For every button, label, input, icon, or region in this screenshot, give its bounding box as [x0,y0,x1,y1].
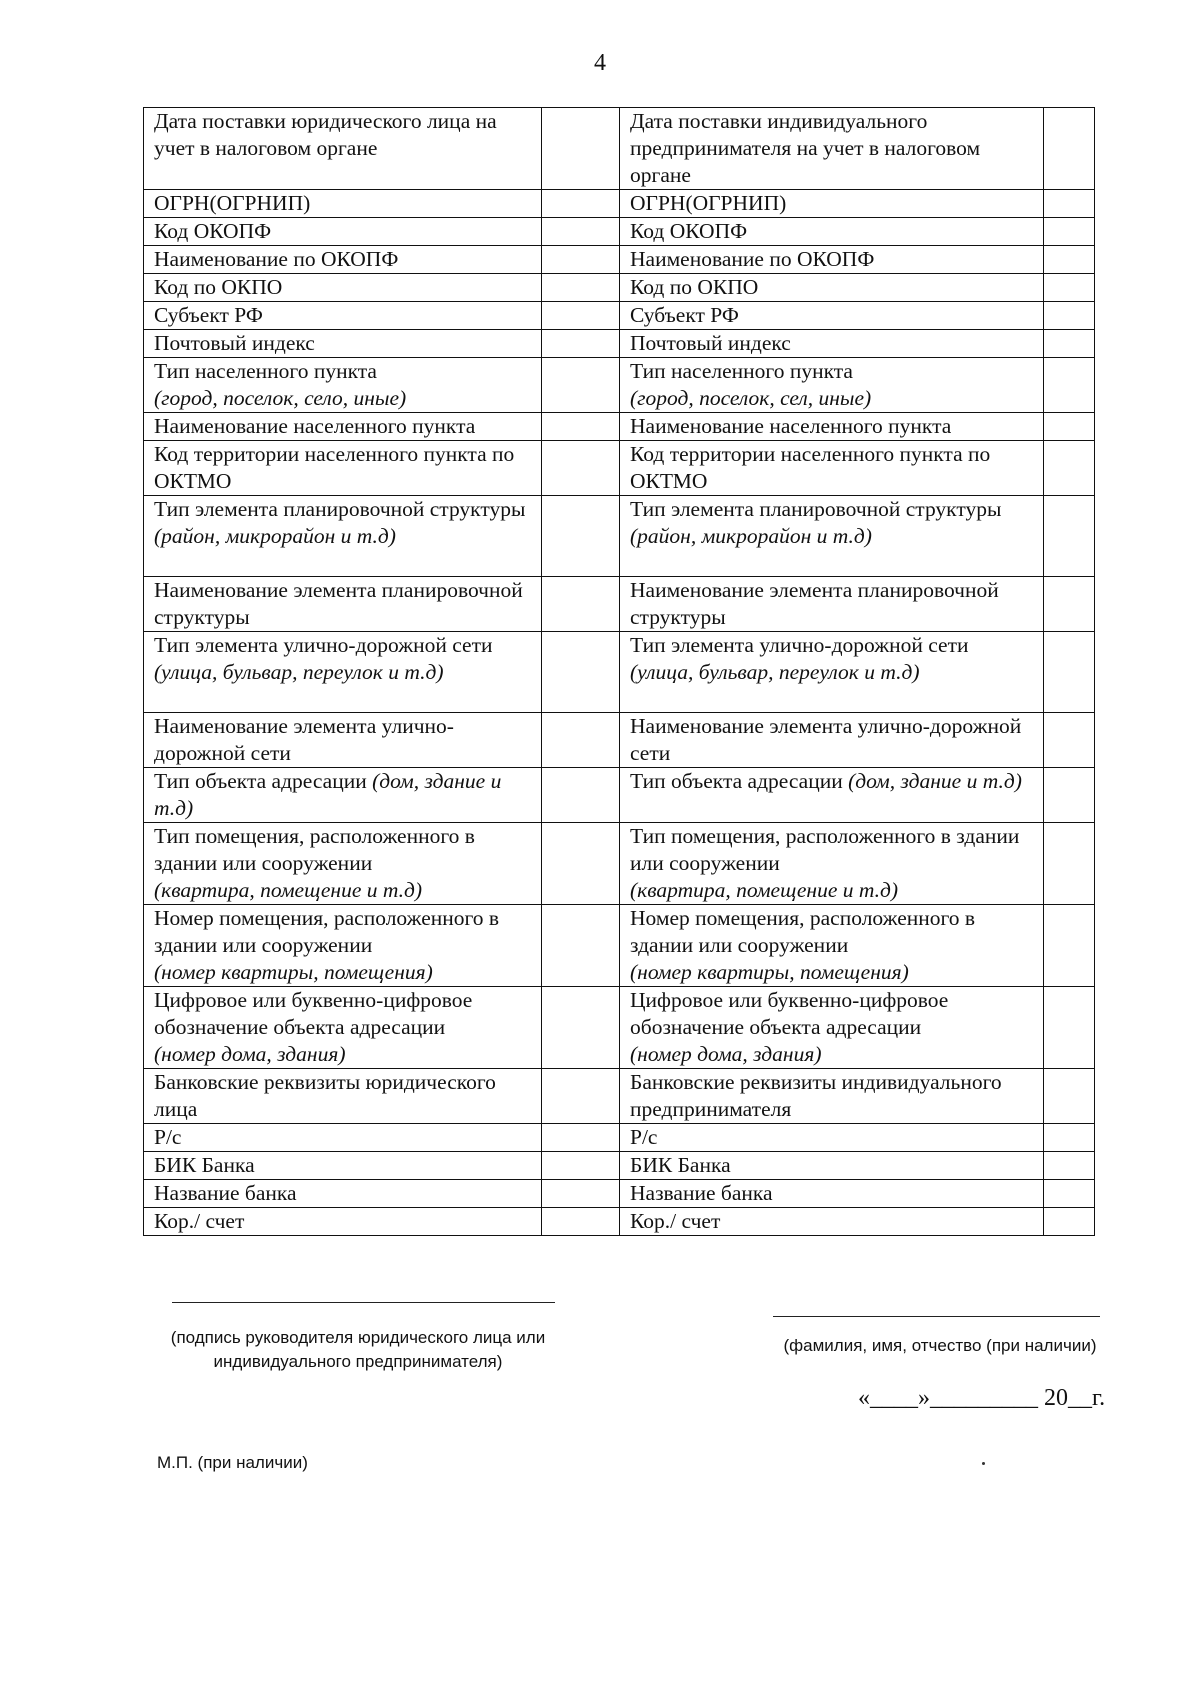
field-label-entrepreneur [620,218,1044,246]
field-hint: (номер квартиры, помещения) [154,960,433,984]
field-label-text: Код территории населенного пункта по ОКТМО [630,442,991,493]
form-row [144,905,1095,987]
field-label-text: Кор./ счет [154,1209,245,1233]
field-label-entrepreneur [620,1180,1044,1208]
field-label-entrepreneur [620,190,1044,218]
entrepreneur-value-cell[interactable] [1044,1180,1095,1208]
field-label-legal [144,713,542,768]
field-hint: (город, поселок, сел, иные) [630,386,872,410]
field-label-text: Название банка [154,1181,297,1205]
field-label-text: Наименование по ОКОПФ [154,247,399,271]
form-row [144,330,1095,358]
field-label-entrepreneur [620,108,1044,190]
field-label-text: Тип элемента планировочной структуры [154,497,526,521]
field-label-text: Р/с [154,1125,182,1149]
field-label-entrepreneur [620,246,1044,274]
legal-value-cell[interactable] [542,274,620,302]
entrepreneur-value-cell[interactable] [1044,358,1095,413]
field-label-text: БИК Банка [154,1153,255,1177]
entrepreneur-value-cell[interactable] [1044,713,1095,768]
entrepreneur-value-cell[interactable] [1044,274,1095,302]
entrepreneur-value-cell[interactable] [1044,302,1095,330]
field-label-entrepreneur [620,441,1044,496]
form-row [144,218,1095,246]
entrepreneur-value-cell[interactable] [1044,768,1095,823]
field-label-text: Тип помещения, расположенного в здании или сооружении [630,824,1020,875]
form-row [144,768,1095,823]
field-label-text: ОГРН(ОГРНИП) [154,191,311,215]
form-row [144,987,1095,1069]
entrepreneur-value-cell[interactable] [1044,246,1095,274]
field-label-text: Тип элемента улично-дорожной сети [630,633,969,657]
legal-value-cell[interactable] [542,496,620,577]
field-label-legal [144,1069,542,1124]
form-row [144,274,1095,302]
field-label-entrepreneur [620,1152,1044,1180]
legal-value-cell[interactable] [542,1124,620,1152]
entrepreneur-value-cell[interactable] [1044,496,1095,577]
form-row [144,577,1095,632]
field-label-entrepreneur [620,1124,1044,1152]
field-label-text: Наименование населенного пункта [630,414,952,438]
entrepreneur-value-cell[interactable] [1044,823,1095,905]
field-label-legal [144,496,542,577]
field-label-entrepreneur [620,987,1044,1069]
field-hint: (район, микрорайон и т.д) [154,524,396,548]
field-label-text: Код ОКОПФ [630,219,748,243]
field-label-entrepreneur [620,713,1044,768]
legal-value-cell[interactable] [542,632,620,713]
field-label-legal [144,302,542,330]
field-label-text: Банковские реквизиты юридического лица [154,1070,496,1121]
form-row [144,823,1095,905]
entrepreneur-value-cell[interactable] [1044,1208,1095,1236]
entrepreneur-value-cell[interactable] [1044,1069,1095,1124]
legal-value-cell[interactable] [542,905,620,987]
field-label-legal [144,987,542,1069]
field-label-entrepreneur [620,413,1044,441]
form-row [144,246,1095,274]
field-hint: (улица, бульвар, переулок и т.д) [630,660,920,684]
field-label-text: Наименование элемента улично-дорожной сети [630,714,1022,765]
legal-value-cell[interactable] [542,1152,620,1180]
field-label-legal [144,413,542,441]
field-label-legal [144,768,542,823]
stamp-label: М.П. (при наличии) [157,1453,308,1472]
field-label-legal [144,108,542,190]
field-label-text: ОГРН(ОГРНИП) [630,191,787,215]
field-label-text: Тип населенного пункта [630,359,853,383]
field-label-legal [144,1124,542,1152]
legal-value-cell[interactable] [542,330,620,358]
field-label-text: Кор./ счет [630,1209,721,1233]
field-label-legal [144,632,542,713]
field-label-text: Дата поставки юридического лица на учет в налоговом органе [154,109,497,160]
entrepreneur-value-cell[interactable] [1044,1152,1095,1180]
legal-value-cell[interactable] [542,302,620,330]
field-label-text: Тип населенного пункта [154,359,377,383]
stray-dot [982,1462,985,1465]
field-label-text: Банковские реквизиты индивидуального предпринимателя [630,1070,1002,1121]
field-label-legal [144,441,542,496]
requisites-table [143,107,1095,1236]
entrepreneur-value-cell[interactable] [1044,413,1095,441]
field-hint: (номер дома, здания) [154,1042,346,1066]
field-label-legal [144,1152,542,1180]
field-label-legal [144,358,542,413]
legal-value-cell[interactable] [542,413,620,441]
form-row [144,108,1095,190]
field-label-legal [144,1208,542,1236]
signature-line [172,1302,555,1303]
field-label-text: Почтовый индекс [154,331,315,355]
field-label-text: Тип элемента улично-дорожной сети [154,633,493,657]
form-row [144,302,1095,330]
legal-value-cell[interactable] [542,218,620,246]
entrepreneur-value-cell[interactable] [1044,905,1095,987]
form-row [144,358,1095,413]
entrepreneur-value-cell[interactable] [1044,577,1095,632]
entrepreneur-value-cell[interactable] [1044,987,1095,1069]
field-label-text: Тип помещения, расположенного в здании или сооружении [154,824,475,875]
signature-caption: (подпись руководителя юридического лица или индивидуального предпринимателя) [170,1328,546,1371]
field-label-text: Тип объекта адресации [630,769,843,793]
field-hint: (дом, здание и т.д) [848,769,1022,793]
field-hint: (дом, здание и т.д) [154,769,502,820]
field-label-text: Цифровое или буквенно-цифровое обозначение объекта адресации [154,988,473,1039]
form-row [144,413,1095,441]
field-label-text: Тип объекта адресации [154,769,367,793]
form-row [144,1180,1095,1208]
field-hint: (квартира, помещение и т.д) [154,878,423,902]
field-label-entrepreneur [620,1069,1044,1124]
field-label-text: Почтовый индекс [630,331,791,355]
field-label-entrepreneur [620,1208,1044,1236]
field-label-text: Тип элемента планировочной структуры [630,497,1002,521]
field-hint: (квартира, помещение и т.д) [630,878,899,902]
legal-value-cell[interactable] [542,713,620,768]
field-hint: (номер дома, здания) [630,1042,822,1066]
field-label-text: Наименование по ОКОПФ [630,247,875,271]
field-label-text: Цифровое или буквенно-цифровое обозначение объекта адресации [630,988,949,1039]
field-label-text: Субъект РФ [154,303,263,327]
field-label-entrepreneur [620,330,1044,358]
field-label-legal [144,218,542,246]
legal-value-cell[interactable] [542,358,620,413]
field-hint: (город, поселок, село, иные) [154,386,407,410]
field-label-text: Номер помещения, расположенного в здании или сооружении [154,906,500,957]
form-row [144,1069,1095,1124]
field-label-legal [144,330,542,358]
form-row [144,713,1095,768]
field-label-entrepreneur [620,577,1044,632]
form-row [144,1208,1095,1236]
field-hint: (номер квартиры, помещения) [630,960,909,984]
field-label-text: Субъект РФ [630,303,739,327]
full-name-caption: (фамилия, имя, отчество (при наличии) [783,1336,1097,1355]
form-row [144,190,1095,218]
legal-value-cell[interactable] [542,108,620,190]
field-label-legal [144,246,542,274]
legal-value-cell[interactable] [542,1069,620,1124]
legal-value-cell[interactable] [542,823,620,905]
field-label-text: Код по ОКПО [154,275,283,299]
entrepreneur-value-cell[interactable] [1044,330,1095,358]
field-label-entrepreneur [620,905,1044,987]
field-label-text: Дата поставки индивидуального предпринимателя на учет в налоговом органе [630,109,981,187]
field-label-text: Наименование элемента улично-дорожной сети [154,714,454,765]
legal-value-cell[interactable] [542,577,620,632]
full-name-line [773,1316,1100,1317]
field-label-entrepreneur [620,358,1044,413]
legal-value-cell[interactable] [542,190,620,218]
field-label-text: Код территории населенного пункта по ОКТМО [154,442,515,493]
field-label-text: Код ОКОПФ [154,219,272,243]
field-label-legal [144,823,542,905]
entrepreneur-value-cell[interactable] [1044,441,1095,496]
field-label-legal [144,905,542,987]
field-label-entrepreneur [620,823,1044,905]
date-line: «____»_________ 20__г. [858,1385,1106,1411]
field-label-text: БИК Банка [630,1153,731,1177]
form-row [144,441,1095,496]
field-label-legal [144,577,542,632]
field-label-text: Наименование элемента планировочной структуры [630,578,999,629]
form-row [144,1152,1095,1180]
legal-value-cell[interactable] [542,246,620,274]
entrepreneur-value-cell[interactable] [1044,1124,1095,1152]
field-label-text: Название банка [630,1181,773,1205]
field-label-legal [144,274,542,302]
legal-value-cell[interactable] [542,1208,620,1236]
field-hint: (улица, бульвар, переулок и т.д) [154,660,444,684]
field-label-entrepreneur [620,768,1044,823]
field-label-entrepreneur [620,496,1044,577]
field-label-legal [144,190,542,218]
legal-value-cell[interactable] [542,768,620,823]
field-label-text: Номер помещения, расположенного в здании или сооружении [630,906,976,957]
field-label-text: Код по ОКПО [630,275,759,299]
legal-value-cell[interactable] [542,1180,620,1208]
field-hint: (район, микрорайон и т.д) [630,524,872,548]
page-number: 4 [594,50,606,76]
field-label-legal [144,1180,542,1208]
legal-value-cell[interactable] [542,441,620,496]
form-row [144,496,1095,577]
field-label-text: Р/с [630,1125,658,1149]
field-label-entrepreneur [620,632,1044,713]
field-label-entrepreneur [620,302,1044,330]
field-label-text: Наименование элемента планировочной структуры [154,578,523,629]
form-row [144,1124,1095,1152]
entrepreneur-value-cell[interactable] [1044,190,1095,218]
form-row [144,632,1095,713]
entrepreneur-value-cell[interactable] [1044,108,1095,190]
entrepreneur-value-cell[interactable] [1044,218,1095,246]
field-label-text: Наименование населенного пункта [154,414,476,438]
field-label-entrepreneur [620,274,1044,302]
entrepreneur-value-cell[interactable] [1044,632,1095,713]
legal-value-cell[interactable] [542,987,620,1069]
